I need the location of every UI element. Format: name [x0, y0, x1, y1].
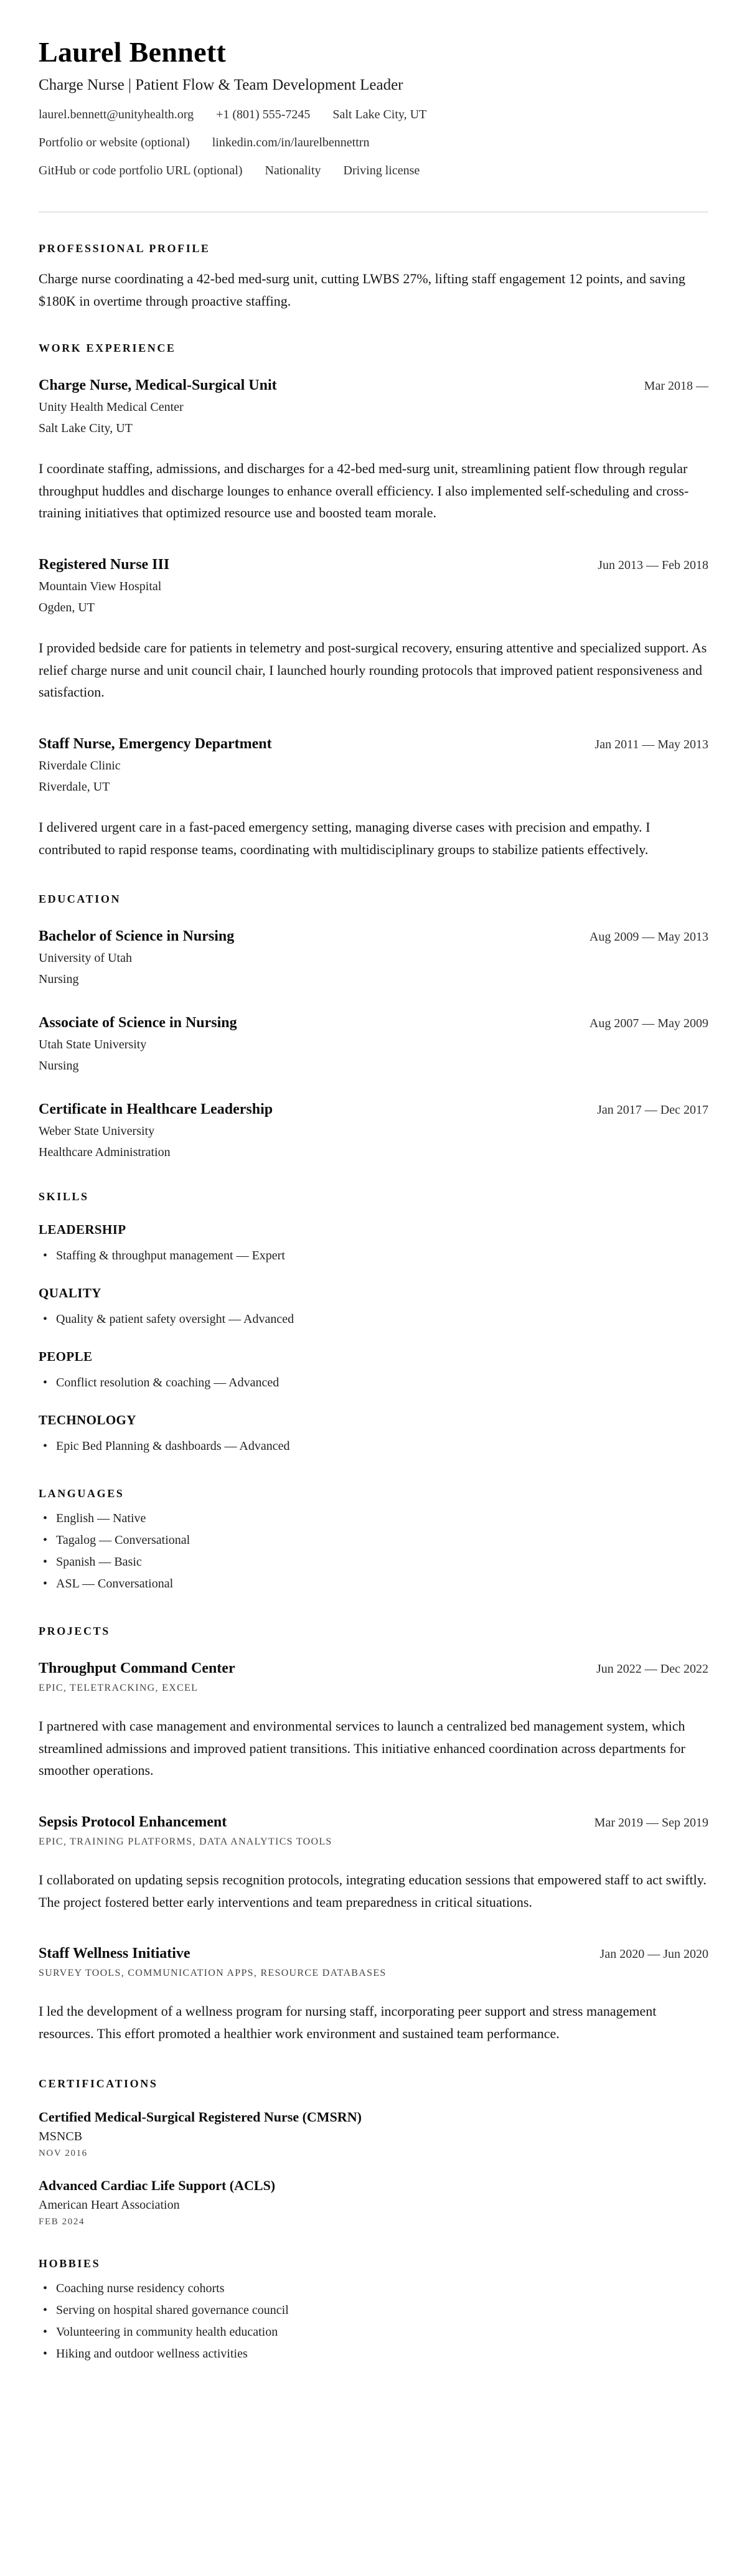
resume-header	[39, 36, 708, 212]
contact-linkedin: linkedin.com/in/laurelbennettrn	[212, 135, 370, 149]
hobby-item: • Volunteering in community health education	[39, 2321, 708, 2343]
section-heading: HOBBIES	[39, 2257, 101, 2270]
contact-location: Salt Lake City, UT	[332, 107, 427, 121]
certification-entry	[39, 2109, 708, 2159]
hobby-list	[39, 2278, 708, 2365]
job-header	[39, 557, 708, 573]
job-location: Ogden, UT	[39, 601, 95, 615]
job-dates: Jan 2011 — May 2013	[594, 737, 708, 751]
project-dates: Mar 2019 — Sep 2019	[594, 1816, 708, 1830]
degree-title: Bachelor of Science in Nursing	[39, 928, 235, 945]
job-location: Salt Lake City, UT	[39, 421, 133, 436]
contact-row-2	[39, 136, 708, 150]
section-heading: PROFESSIONAL PROFILE	[39, 242, 210, 255]
candidate-name: Laurel Bennett	[39, 36, 227, 68]
education-dates: Aug 2009 — May 2013	[589, 930, 708, 944]
field-of-study: Nursing	[39, 1059, 79, 1073]
contact-github: GitHub or code portfolio URL (optional)	[39, 163, 243, 177]
contact-nationality: Nationality	[265, 163, 321, 177]
job-title: Charge Nurse, Medical-Surgical Unit	[39, 377, 277, 394]
field-of-study: Healthcare Administration	[39, 1145, 171, 1160]
section-heading: PROJECTS	[39, 1625, 110, 1638]
project-dates: Jun 2022 — Dec 2022	[596, 1662, 708, 1676]
hobby-item: • Coaching nurse residency cohorts	[39, 2278, 708, 2300]
education-header	[39, 928, 708, 945]
project-entry	[39, 1660, 708, 1782]
language-item: • ASL — Conversational	[39, 1573, 708, 1595]
hobby-item: • Hiking and outdoor wellness activities	[39, 2343, 708, 2365]
school-name: Weber State University	[39, 1124, 155, 1139]
language-item: • Spanish — Basic	[39, 1551, 708, 1573]
school-name: University of Utah	[39, 951, 132, 966]
project-entry	[39, 1945, 708, 2044]
section-education	[39, 893, 708, 1160]
contact-row-3	[39, 164, 708, 178]
job-description: I coordinate staffing, admissions, and discharges for a 42-bed med-surg unit, streamlining patient flow through regular throughput huddles and discharge lounges to enhance overall efficiency. I also implemented self-scheduling and cross-training initiatives that optimized resource use and boosted team morale.	[39, 461, 689, 521]
education-entry	[39, 928, 708, 987]
job-dates: Mar 2018 —	[644, 379, 708, 393]
contact-driving-license: Driving license	[343, 163, 420, 177]
job-company: Riverdale Clinic	[39, 758, 121, 773]
profile-summary: Charge nurse coordinating a 42-bed med-surg unit, cutting LWBS 27%, lifting staff engagement 12 points, and saving $180K in overtime through proactive staffing.	[39, 270, 685, 309]
project-title: Staff Wellness Initiative	[39, 1945, 190, 1962]
skill-category: TECHNOLOGY	[39, 1413, 136, 1428]
contact-phone: +1 (801) 555-7245	[216, 107, 311, 121]
job-description: I delivered urgent care in a fast-paced emergency setting, managing diverse cases with precision and empathy. I contributed to rapid response teams, coordinating with multidisciplinary groups to stabilize patients effectively.	[39, 819, 651, 857]
certification-issuer: American Heart Association	[39, 2198, 180, 2212]
skill-category: QUALITY	[39, 1286, 101, 1301]
skill-category: PEOPLE	[39, 1349, 93, 1365]
job-company: Mountain View Hospital	[39, 580, 162, 594]
project-tools: EPIC, TELETRACKING, EXCEL	[39, 1683, 199, 1694]
project-title: Sepsis Protocol Enhancement	[39, 1814, 227, 1831]
contact-portfolio: Portfolio or website (optional)	[39, 135, 190, 149]
certification-name: Certified Medical-Surgical Registered Nurse (CMSRN)	[39, 2108, 362, 2125]
skill-item: • Staffing & throughput management — Expert	[39, 1245, 708, 1267]
job-title: Registered Nurse III	[39, 557, 170, 573]
section-professional-profile	[39, 242, 708, 312]
education-header	[39, 1101, 708, 1118]
job-company: Unity Health Medical Center	[39, 400, 184, 415]
section-languages	[39, 1487, 708, 1595]
education-entry	[39, 1101, 708, 1160]
job-entry	[39, 736, 708, 860]
certification-date: FEB 2024	[39, 2216, 85, 2227]
section-certifications	[39, 2077, 708, 2227]
project-title: Throughput Command Center	[39, 1660, 235, 1677]
education-dates: Jan 2017 — Dec 2017	[597, 1103, 708, 1117]
language-list	[39, 1508, 708, 1595]
project-header	[39, 1660, 708, 1677]
school-name: Utah State University	[39, 1038, 147, 1052]
skill-item: • Epic Bed Planning & dashboards — Advanced	[39, 1436, 708, 1457]
section-heading: CERTIFICATIONS	[39, 2077, 158, 2090]
section-projects	[39, 1625, 708, 2044]
section-heading: SKILLS	[39, 1190, 89, 1203]
project-tools: EPIC, TRAINING PLATFORMS, DATA ANALYTICS TOOLS	[39, 1836, 332, 1848]
skill-list	[39, 1309, 708, 1330]
section-hobbies	[39, 2257, 708, 2365]
certification-name: Advanced Cardiac Life Support (ACLS)	[39, 2177, 276, 2193]
job-header	[39, 736, 708, 753]
contact-email: laurel.bennett@unityhealth.org	[39, 107, 194, 121]
skill-list	[39, 1372, 708, 1394]
certification-date: NOV 2016	[39, 2148, 88, 2158]
candidate-headline: Charge Nurse | Patient Flow & Team Development Leader	[39, 76, 403, 93]
project-description: I collaborated on updating sepsis recognition protocols, integrating education sessions that empowered staff to act swiftly. The project fostered better early interventions and team preparedness in critical situations.	[39, 1872, 707, 1910]
skill-item: • Conflict resolution & coaching — Advanced	[39, 1372, 708, 1394]
language-item: • English — Native	[39, 1508, 708, 1530]
job-entry	[39, 557, 708, 703]
education-header	[39, 1015, 708, 1032]
project-entry	[39, 1814, 708, 1913]
section-heading: EDUCATION	[39, 893, 121, 906]
section-skills	[39, 1190, 708, 1457]
contact-row-1	[39, 108, 708, 122]
certification-issuer: MSNCB	[39, 2129, 83, 2143]
job-description: I provided bedside care for patients in telemetry and post-surgical recovery, ensuring attentive and specialized support. As relief charge nurse and unit council chair, I launched hourly rounding protocols that improved patient responsiveness and satisfaction.	[39, 640, 707, 700]
field-of-study: Nursing	[39, 972, 79, 987]
skill-category: LEADERSHIP	[39, 1222, 126, 1238]
education-entry	[39, 1015, 708, 1074]
project-header	[39, 1814, 708, 1831]
language-item: • Tagalog — Conversational	[39, 1530, 708, 1551]
job-location: Riverdale, UT	[39, 779, 110, 794]
education-dates: Aug 2007 — May 2009	[589, 1017, 708, 1031]
project-dates: Jan 2020 — Jun 2020	[599, 1947, 708, 1962]
hobby-item: • Serving on hospital shared governance council	[39, 2300, 708, 2321]
project-description: I partnered with case management and environmental services to launch a centralized bed management system, which streamlined admissions and improved patient transitions. This initiative enhanced coordination across departments for smoother operations.	[39, 1718, 685, 1779]
job-header	[39, 377, 708, 394]
job-entry	[39, 377, 708, 524]
section-heading: LANGUAGES	[39, 1487, 125, 1500]
skill-list	[39, 1436, 708, 1457]
degree-title: Certificate in Healthcare Leadership	[39, 1101, 273, 1118]
job-title: Staff Nurse, Emergency Department	[39, 735, 272, 752]
certification-entry	[39, 2178, 708, 2227]
project-header	[39, 1945, 708, 1962]
section-work-experience	[39, 342, 708, 860]
job-dates: Jun 2013 — Feb 2018	[598, 558, 708, 573]
degree-title: Associate of Science in Nursing	[39, 1015, 237, 1032]
skill-list	[39, 1245, 708, 1267]
project-tools: SURVEY TOOLS, COMMUNICATION APPS, RESOURCE DATABASES	[39, 1968, 387, 1979]
section-heading: WORK EXPERIENCE	[39, 342, 176, 355]
skill-item: • Quality & patient safety oversight — Advanced	[39, 1309, 708, 1330]
project-description: I led the development of a wellness program for nursing staff, incorporating peer support and stress management resources. This effort promoted a healthier work environment and sustained team performance.	[39, 2003, 657, 2041]
